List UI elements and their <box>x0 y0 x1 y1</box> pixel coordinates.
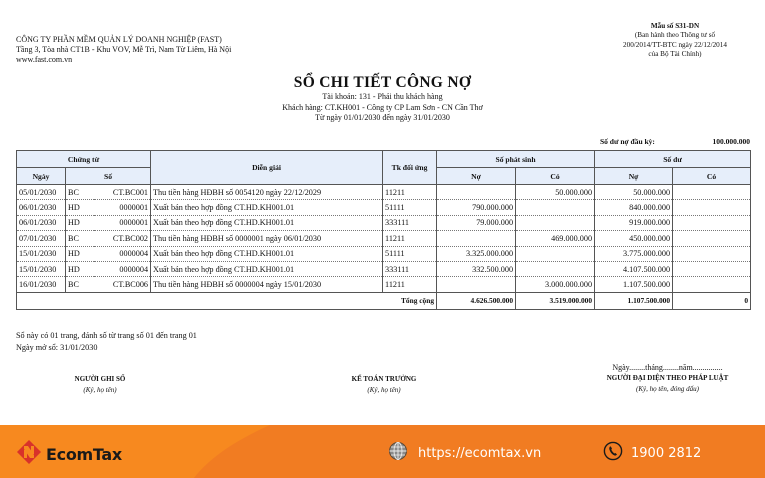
opening-balance-value: 100.000.000 <box>712 137 750 146</box>
cell-debit: 79.000.000 <box>437 215 516 230</box>
cell-number: 0000001 <box>94 200 151 215</box>
cell-date: 07/01/2030 <box>17 231 66 246</box>
cell-number: CT.BC002 <box>94 231 151 246</box>
cell-balance-debit: 4.107.500.000 <box>595 261 673 276</box>
cell-debit: 332.500.000 <box>437 261 516 276</box>
cell-debit: 3.325.000.000 <box>437 246 516 261</box>
cell-credit <box>516 261 595 276</box>
cell-credit: 3.000.000.000 <box>516 277 595 292</box>
cell-account: 11211 <box>383 185 437 200</box>
cell-type: HD <box>66 200 94 215</box>
header-balance: Số dư <box>595 151 751 168</box>
table-row <box>17 261 751 276</box>
cell-debit <box>437 277 516 292</box>
cell-balance-debit: 840.000.000 <box>595 200 673 215</box>
table-row <box>17 277 751 292</box>
report-account: Tài khoản: 131 - Phải thu khách hàng <box>322 92 443 101</box>
form-regulation-line2: 200/2014/TT-BTC ngày 22/12/2014 <box>623 40 727 49</box>
phone-link[interactable] <box>603 441 701 465</box>
report-period: Từ ngày 01/01/2030 đến ngày 31/01/2030 <box>315 113 450 122</box>
signature-chief-accountant <box>314 374 454 396</box>
total-balance-debit: 1.107.500.000 <box>595 292 673 309</box>
cell-type: BC <box>66 185 94 200</box>
form-regulation-line3: của Bộ Tài Chính) <box>648 49 702 58</box>
cell-balance-credit <box>673 231 751 246</box>
header-counter-account: Tk đối ứng <box>383 151 437 185</box>
header-arising-credit: Có <box>516 168 595 185</box>
brand-name: EcomTax <box>46 444 122 464</box>
signature-hint: (Ký, họ tên) <box>83 386 117 394</box>
signature-bookkeeper <box>30 374 170 396</box>
total-balance-credit: 0 <box>673 292 751 309</box>
cell-date: 16/01/2030 <box>17 277 66 292</box>
website-link[interactable] <box>388 441 541 465</box>
signature-role: NGƯỜI GHI SỔ <box>74 375 126 383</box>
cell-balance-debit: 1.107.500.000 <box>595 277 673 292</box>
ecomtax-logo-icon <box>16 439 42 469</box>
total-debit: 4.626.500.000 <box>437 292 516 309</box>
ledger-notes <box>16 330 197 354</box>
company-name: CÔNG TY PHẦN MỀM QUẢN LÝ DOANH NGHIỆP (FAST) <box>16 35 222 44</box>
website-url: https://ecomtax.vn <box>418 445 542 461</box>
company-header <box>16 35 231 65</box>
cell-number: 0000001 <box>94 215 151 230</box>
table-row <box>17 231 751 246</box>
table-row <box>17 185 751 200</box>
cell-date: 05/01/2030 <box>17 185 66 200</box>
phone-number: 1900 2812 <box>631 445 702 461</box>
total-label: Tổng cộng <box>17 292 437 309</box>
cell-balance-credit <box>673 200 751 215</box>
cell-type: HD <box>66 246 94 261</box>
header-balance-debit: Nợ <box>595 168 673 185</box>
report-customer: Khách hàng: CT.KH001 - Công ty CP Lam Sơn - CN Cần Thơ <box>282 102 483 112</box>
ledger-table <box>16 150 751 310</box>
header-voucher: Chứng từ <box>17 151 151 168</box>
brand-footer <box>0 425 765 478</box>
header-balance-credit: Có <box>673 168 751 185</box>
total-row <box>17 292 751 309</box>
opening-balance <box>600 137 750 146</box>
cell-number: CT.BC001 <box>94 185 151 200</box>
cell-balance-debit: 3.775.000.000 <box>595 246 673 261</box>
ecomtax-logo[interactable] <box>16 439 122 469</box>
cell-date: 15/01/2030 <box>17 261 66 276</box>
table-row <box>17 215 751 230</box>
cell-number: 0000004 <box>94 261 151 276</box>
total-credit: 3.519.000.000 <box>516 292 595 309</box>
cell-description: Xuất bán theo hợp đồng CT.HD.KH001.01 <box>151 261 383 276</box>
form-code: Mẫu số S31-DN <box>650 22 700 30</box>
cell-debit: 790.000.000 <box>437 200 516 215</box>
cell-account: 11211 <box>383 231 437 246</box>
cell-balance-debit: 50.000.000 <box>595 185 673 200</box>
signature-role: NGƯỜI ĐẠI DIỆN THEO PHÁP LUẬT <box>606 374 729 382</box>
cell-account: 333111 <box>383 215 437 230</box>
form-code-block <box>600 22 750 59</box>
company-website: www.fast.com.vn <box>16 55 73 64</box>
cell-credit <box>516 215 595 230</box>
cell-credit: 50.000.000 <box>516 185 595 200</box>
open-date-note: Ngày mở sổ: 31/01/2030 <box>16 343 98 352</box>
signature-hint: (Ký, họ tên, đóng dấu) <box>636 385 699 393</box>
signature-hint: (Ký, họ tên) <box>367 386 401 394</box>
cell-date: 06/01/2030 <box>17 200 66 215</box>
cell-credit: 469.000.000 <box>516 231 595 246</box>
cell-description: Xuất bán theo hợp đồng CT.HD.KH001.01 <box>151 246 383 261</box>
header-number: Số <box>66 168 151 185</box>
cell-type: HD <box>66 215 94 230</box>
opening-balance-label: Số dư nợ đầu kỳ: <box>600 137 655 146</box>
cell-balance-debit: 450.000.000 <box>595 231 673 246</box>
cell-account: 11211 <box>383 277 437 292</box>
cell-date: 15/01/2030 <box>17 246 66 261</box>
cell-balance-credit <box>673 261 751 276</box>
cell-description: Xuất bán theo hợp đồng CT.HD.KH001.01 <box>151 200 383 215</box>
signature-role: KẾ TOÁN TRƯỞNG <box>351 375 417 383</box>
table-row <box>17 246 751 261</box>
cell-credit <box>516 246 595 261</box>
cell-balance-credit <box>673 215 751 230</box>
cell-balance-credit <box>673 246 751 261</box>
cell-description: Thu tiền hàng HĐBH số 0000004 ngày 15/01/2030 <box>151 277 383 292</box>
form-regulation-line1: (Ban hành theo Thông tư số <box>634 31 716 40</box>
cell-balance-debit: 919.000.000 <box>595 215 673 230</box>
cell-credit <box>516 200 595 215</box>
signature-legal-representative <box>585 363 750 395</box>
table-row <box>17 200 751 215</box>
cell-debit <box>437 231 516 246</box>
cell-balance-credit <box>673 277 751 292</box>
cell-description: Thu tiền hàng HĐBH số 0000001 ngày 06/01/2030 <box>151 231 383 246</box>
cell-date: 06/01/2030 <box>17 215 66 230</box>
report-title-block <box>0 73 765 124</box>
cell-balance-credit <box>673 185 751 200</box>
company-address: Tầng 3, Tòa nhà CT1B - Khu VOV, Mễ Trì, Nam Từ Liêm, Hà Nội <box>16 45 232 54</box>
cell-description: Xuất bán theo hợp đồng CT.HD.KH001.01 <box>151 215 383 230</box>
cell-number: 0000004 <box>94 246 151 261</box>
cell-type: BC <box>66 277 94 292</box>
globe-icon <box>388 441 408 465</box>
header-arising: Số phát sinh <box>437 151 595 168</box>
header-description: Diễn giải <box>151 151 383 185</box>
cell-account: 51111 <box>383 200 437 215</box>
report-title: SỔ CHI TIẾT CÔNG NỢ <box>293 74 472 91</box>
phone-icon <box>603 441 623 465</box>
signature-date-line: Ngày........tháng........năm............... <box>612 363 723 372</box>
cell-debit <box>437 185 516 200</box>
cell-type: BC <box>66 231 94 246</box>
cell-type: HD <box>66 261 94 276</box>
header-arising-debit: Nợ <box>437 168 516 185</box>
cell-account: 51111 <box>383 246 437 261</box>
header-date: Ngày <box>17 168 66 185</box>
cell-account: 333111 <box>383 261 437 276</box>
cell-description: Thu tiền hàng HĐBH số 0054120 ngày 22/12/2029 <box>151 185 383 200</box>
cell-number: CT.BC006 <box>94 277 151 292</box>
page-count-note: Sổ này có 01 trang, đánh số từ trang số 01 đến trang 01 <box>16 331 197 340</box>
